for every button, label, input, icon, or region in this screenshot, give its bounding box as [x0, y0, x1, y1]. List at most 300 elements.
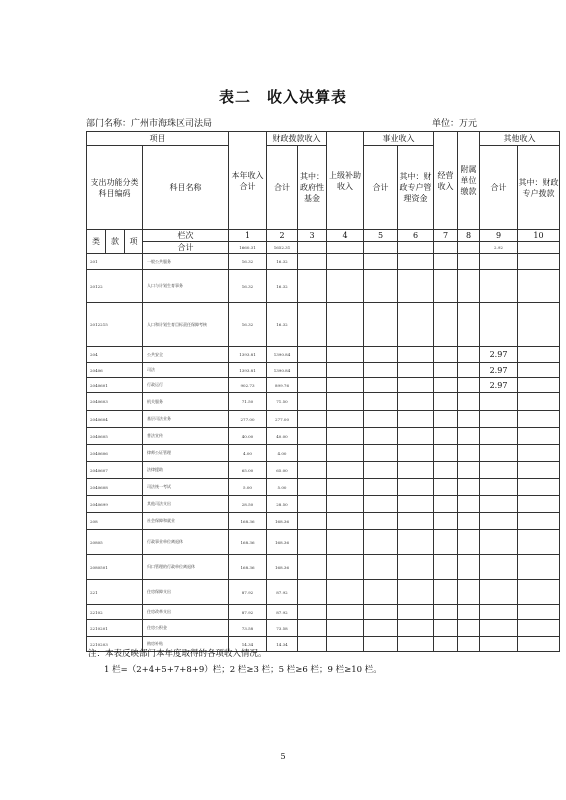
empty-cell [327, 605, 364, 620]
row-subject-name: 法律援助 [143, 462, 229, 479]
row-code: 208 [87, 513, 143, 530]
empty-cell [398, 462, 434, 479]
header-other-total: 合计 [480, 146, 518, 230]
header-year-total: 本年收入合计 [229, 132, 267, 230]
page-number: 5 [280, 752, 286, 761]
empty-cell [434, 462, 458, 479]
empty-cell [327, 378, 364, 393]
row-c2: 277.00 [267, 411, 298, 428]
col-num: 2 [267, 230, 298, 242]
empty-cell [298, 555, 327, 580]
row-c2: 87.92 [267, 580, 298, 605]
row-c2: 168.36 [267, 513, 298, 530]
row-c1: 1393.81 [229, 363, 267, 378]
row-code: 2040606 [87, 445, 143, 462]
empty-cell [398, 378, 434, 393]
empty-cell [398, 363, 434, 378]
total-c1: 1660.31 [229, 242, 267, 254]
empty-cell [364, 303, 398, 347]
table-row [87, 496, 560, 513]
row-c2: 168.36 [267, 530, 298, 555]
table-row [87, 270, 560, 303]
empty-cell [298, 479, 327, 496]
row-subject-name: 人口和计划生育目标责任保障考核 [143, 303, 229, 347]
empty-cell [398, 530, 434, 555]
empty-cell [298, 637, 327, 652]
empty-cell [518, 347, 560, 363]
row-c9 [480, 393, 518, 411]
empty-cell [434, 496, 458, 513]
empty-cell [518, 496, 560, 513]
row-c9 [480, 411, 518, 428]
empty-cell [327, 620, 364, 637]
row-code: 221 [87, 580, 143, 605]
empty-cell [327, 479, 364, 496]
header-other-group: 其他收入 [480, 132, 560, 146]
empty-cell [327, 580, 364, 605]
row-c1: 87.92 [229, 580, 267, 605]
row-c9: 2.97 [480, 363, 518, 378]
empty-cell [398, 411, 434, 428]
row-c2: 1390.84 [267, 363, 298, 378]
table-row [87, 479, 560, 496]
row-code: 2040607 [87, 462, 143, 479]
row-c9 [480, 496, 518, 513]
empty-cell [364, 555, 398, 580]
empty-cell [458, 270, 480, 303]
row-c9 [480, 637, 518, 652]
col-num: 9 [480, 230, 518, 242]
table-row [87, 445, 560, 462]
empty-cell [298, 254, 327, 270]
empty-cell [458, 445, 480, 462]
empty-cell [298, 620, 327, 637]
row-c9 [480, 580, 518, 605]
empty-cell [398, 479, 434, 496]
row-subject-name: 社会保障和就业 [143, 513, 229, 530]
row-code: 2040601 [87, 378, 143, 393]
row-code: 2040608 [87, 479, 143, 496]
empty-cell [298, 428, 327, 445]
row-c2: 65.00 [267, 462, 298, 479]
row-c9 [480, 462, 518, 479]
total-label: 合计 [143, 242, 229, 254]
row-c1: 87.92 [229, 605, 267, 620]
empty-cell [434, 270, 458, 303]
header-kind: 类 [87, 230, 106, 254]
row-code: 2040604 [87, 411, 143, 428]
income-table [86, 131, 560, 652]
empty-cell [518, 530, 560, 555]
table-row [87, 411, 560, 428]
row-c9 [480, 513, 518, 530]
empty-cell [434, 428, 458, 445]
empty-cell [434, 479, 458, 496]
table-row [87, 393, 560, 411]
empty-cell [434, 513, 458, 530]
empty-cell [298, 347, 327, 363]
row-c1: 1393.81 [229, 347, 267, 363]
row-c1: 168.36 [229, 530, 267, 555]
row-c2: 4.00 [267, 445, 298, 462]
row-subject-name: 律师公证管理 [143, 445, 229, 462]
row-c9 [480, 445, 518, 462]
empty-cell [398, 303, 434, 347]
header-col-label: 栏次 [143, 230, 229, 242]
table-row [87, 363, 560, 378]
row-c1: 71.50 [229, 393, 267, 411]
empty-cell [364, 605, 398, 620]
empty-cell [298, 496, 327, 513]
row-c1: 168.36 [229, 513, 267, 530]
empty-cell [398, 513, 434, 530]
row-c1: 4.00 [229, 445, 267, 462]
note-line-2: 1 栏=（2+4+5+7+8+9）栏；2 栏≥3 栏；5 栏≥6 栏；9 栏≥10 栏。 [104, 665, 382, 675]
empty-cell [327, 303, 364, 347]
empty-cell [458, 605, 480, 620]
col-num: 10 [518, 230, 560, 242]
empty-cell [518, 363, 560, 378]
empty-cell [434, 363, 458, 378]
empty-cell [518, 428, 560, 445]
empty-cell [518, 605, 560, 620]
row-subject-name: 基层司法业务 [143, 411, 229, 428]
empty-cell [398, 580, 434, 605]
empty-cell [364, 479, 398, 496]
row-c1: 16.32 [229, 270, 267, 303]
empty-cell [458, 393, 480, 411]
empty-cell [398, 428, 434, 445]
row-c2: 28.50 [267, 496, 298, 513]
empty-cell [458, 363, 480, 378]
table-row [87, 605, 560, 620]
row-code: 2040605 [87, 428, 143, 445]
empty-cell [458, 303, 480, 347]
empty-cell [298, 462, 327, 479]
row-subject-name: 其他司法支出 [143, 496, 229, 513]
empty-cell [434, 411, 458, 428]
empty-cell [364, 620, 398, 637]
header-subject-name: 科目名称 [143, 146, 229, 230]
table-row [87, 513, 560, 530]
col-num: 6 [398, 230, 434, 242]
row-c1: 902.73 [229, 378, 267, 393]
row-c2: 1390.84 [267, 347, 298, 363]
row-c1: 168.36 [229, 555, 267, 580]
empty-cell [458, 254, 480, 270]
empty-cell [298, 363, 327, 378]
row-subject-name: 归口管理的行政单位离退休 [143, 555, 229, 580]
total-c2: 1652.31 [267, 242, 298, 254]
table-row [87, 530, 560, 555]
empty-cell [458, 555, 480, 580]
row-c1: 16.32 [229, 254, 267, 270]
empty-cell [458, 347, 480, 363]
row-c1: 14.34 [229, 637, 267, 652]
department-name: 部门名称：广州市海珠区司法局 [86, 119, 213, 129]
header-func-code: 支出功能分类科目编码 [87, 146, 143, 230]
row-c9 [480, 530, 518, 555]
empty-cell [364, 411, 398, 428]
header-project: 项目 [87, 132, 229, 146]
empty-cell [298, 270, 327, 303]
empty-cell [434, 378, 458, 393]
empty-cell [458, 428, 480, 445]
row-code: 2040699 [87, 496, 143, 513]
empty-cell [518, 637, 560, 652]
row-subject-name: 司法 [143, 363, 229, 378]
row-code: 20122 [87, 270, 143, 303]
page-title: 表二 收入决算表 [218, 88, 347, 106]
empty-cell [458, 580, 480, 605]
empty-cell [364, 637, 398, 652]
empty-cell [327, 347, 364, 363]
empty-cell [327, 513, 364, 530]
empty-cell [364, 580, 398, 605]
empty-cell [298, 513, 327, 530]
empty-cell [434, 555, 458, 580]
table-body [87, 254, 560, 652]
empty-cell [298, 303, 327, 347]
empty-cell [518, 303, 560, 347]
row-c2: 16.32 [267, 254, 298, 270]
row-subject-name: 住房公积金 [143, 620, 229, 637]
row-code: 2012215 [87, 303, 143, 347]
empty-cell [434, 637, 458, 652]
empty-cell [458, 411, 480, 428]
empty-cell [298, 378, 327, 393]
row-c2: 5.00 [267, 479, 298, 496]
row-c9 [480, 270, 518, 303]
row-code: 20805 [87, 530, 143, 555]
header-operating: 经营收入 [434, 132, 458, 230]
table-row [87, 555, 560, 580]
table-row [87, 378, 560, 393]
empty-cell [518, 462, 560, 479]
empty-cell [327, 530, 364, 555]
row-code: 22102 [87, 605, 143, 620]
empty-cell [434, 620, 458, 637]
row-c9 [480, 605, 518, 620]
empty-cell [518, 555, 560, 580]
empty-cell [518, 270, 560, 303]
empty-cell [434, 530, 458, 555]
empty-cell [434, 303, 458, 347]
empty-cell [518, 393, 560, 411]
row-c1: 73.58 [229, 620, 267, 637]
table-row [87, 620, 560, 637]
empty-cell [434, 254, 458, 270]
header-business-special: 其中：财政专户管理资金 [398, 146, 434, 230]
empty-cell [458, 513, 480, 530]
empty-cell [327, 496, 364, 513]
empty-cell [518, 620, 560, 637]
row-code: 2210201 [87, 620, 143, 637]
empty-cell [434, 445, 458, 462]
col-num: 1 [229, 230, 267, 242]
row-c1: 28.50 [229, 496, 267, 513]
empty-cell [327, 393, 364, 411]
empty-cell [518, 445, 560, 462]
total-row [87, 242, 560, 254]
row-c9 [480, 620, 518, 637]
col-num: 5 [364, 230, 398, 242]
empty-cell [458, 620, 480, 637]
empty-cell [327, 411, 364, 428]
row-c2: 899.76 [267, 378, 298, 393]
row-c2: 16.32 [267, 303, 298, 347]
row-subject-name: 公共安全 [143, 347, 229, 363]
empty-cell [364, 513, 398, 530]
row-subject-name: 人口与计划生育事务 [143, 270, 229, 303]
empty-cell [398, 393, 434, 411]
row-subject-name: 住房改革支出 [143, 605, 229, 620]
header-item: 款 [106, 230, 125, 254]
empty-cell [398, 605, 434, 620]
empty-cell [458, 479, 480, 496]
row-c9: 2.97 [480, 347, 518, 363]
header-superior-grant: 上级补助收入 [327, 132, 364, 230]
empty-cell [458, 496, 480, 513]
empty-cell [298, 445, 327, 462]
row-subject-name: 司法统一考试 [143, 479, 229, 496]
row-c9 [480, 254, 518, 270]
row-code: 20406 [87, 363, 143, 378]
empty-cell [327, 363, 364, 378]
empty-cell [327, 462, 364, 479]
row-c9 [480, 555, 518, 580]
empty-cell [518, 254, 560, 270]
empty-cell [364, 393, 398, 411]
empty-cell [458, 530, 480, 555]
empty-cell [327, 637, 364, 652]
empty-cell [298, 530, 327, 555]
empty-cell [398, 254, 434, 270]
empty-cell [364, 445, 398, 462]
header-other-special: 其中：财政专户拨款 [518, 146, 560, 230]
row-c9 [480, 303, 518, 347]
unit-label: 单位：万元 [432, 119, 478, 129]
row-c1: 65.00 [229, 462, 267, 479]
empty-cell [364, 254, 398, 270]
empty-cell [518, 580, 560, 605]
empty-cell [298, 393, 327, 411]
empty-cell [364, 462, 398, 479]
col-num: 4 [327, 230, 364, 242]
empty-cell [434, 605, 458, 620]
empty-cell [458, 378, 480, 393]
row-subject-name: 机关服务 [143, 393, 229, 411]
empty-cell [327, 445, 364, 462]
empty-cell [398, 270, 434, 303]
empty-cell [434, 580, 458, 605]
row-c1: 40.00 [229, 428, 267, 445]
row-c2: 71.50 [267, 393, 298, 411]
empty-cell [518, 479, 560, 496]
empty-cell [364, 347, 398, 363]
header-affiliated: 附属单位缴款 [458, 132, 480, 230]
col-num: 8 [458, 230, 480, 242]
table-row [87, 580, 560, 605]
row-subject-name: 一般公共服务 [143, 254, 229, 270]
row-c2: 16.32 [267, 270, 298, 303]
total-c9: 2.92 [480, 242, 518, 254]
row-code: 2040603 [87, 393, 143, 411]
table-row [87, 428, 560, 445]
row-subject-name: 行政事业单位离退休 [143, 530, 229, 555]
row-c1: 5.00 [229, 479, 267, 496]
empty-cell [458, 637, 480, 652]
row-c2: 14.34 [267, 637, 298, 652]
row-c2: 40.00 [267, 428, 298, 445]
empty-cell [518, 378, 560, 393]
table-row [87, 347, 560, 363]
row-c9: 2.97 [480, 378, 518, 393]
empty-cell [398, 555, 434, 580]
empty-cell [364, 378, 398, 393]
empty-cell [398, 620, 434, 637]
header-fiscal-group: 财政拨款收入 [267, 132, 327, 146]
empty-cell [518, 513, 560, 530]
empty-cell [458, 462, 480, 479]
empty-cell [327, 555, 364, 580]
col-num: 7 [434, 230, 458, 242]
header-business-group: 事业收入 [364, 132, 434, 146]
empty-cell [298, 411, 327, 428]
header-fiscal-total: 合计 [267, 146, 298, 230]
header-fiscal-fund: 其中：政府性基金 [298, 146, 327, 230]
table-row [87, 254, 560, 270]
empty-cell [398, 637, 434, 652]
row-c2: 87.92 [267, 605, 298, 620]
empty-cell [434, 347, 458, 363]
empty-cell [327, 254, 364, 270]
row-code: 2080501 [87, 555, 143, 580]
empty-cell [364, 270, 398, 303]
row-c2: 73.58 [267, 620, 298, 637]
row-c2: 168.36 [267, 555, 298, 580]
note-line-1: 注：本表反映部门本年度取得的各项收入情况。 [88, 649, 267, 659]
empty-cell [398, 445, 434, 462]
row-c1: 16.32 [229, 303, 267, 347]
empty-cell [364, 363, 398, 378]
empty-cell [298, 580, 327, 605]
table-row [87, 462, 560, 479]
header-business-total: 合计 [364, 146, 398, 230]
row-subject-name: 住房保障支出 [143, 580, 229, 605]
row-c1: 277.00 [229, 411, 267, 428]
empty-cell [327, 270, 364, 303]
empty-cell [398, 496, 434, 513]
empty-cell [327, 428, 364, 445]
row-code: 2210203 [87, 637, 143, 652]
col-num: 3 [298, 230, 327, 242]
row-code: 201 [87, 254, 143, 270]
row-subject-name: 普法宣传 [143, 428, 229, 445]
table-row [87, 303, 560, 347]
empty-cell [364, 530, 398, 555]
row-subject-name: 购房补贴 [143, 637, 229, 652]
row-code: 204 [87, 347, 143, 363]
row-c9 [480, 479, 518, 496]
empty-cell [434, 393, 458, 411]
empty-cell [298, 605, 327, 620]
row-subject-name: 行政运行 [143, 378, 229, 393]
empty-cell [364, 496, 398, 513]
empty-cell [398, 347, 434, 363]
row-c9 [480, 428, 518, 445]
header-entry: 项 [125, 230, 143, 254]
